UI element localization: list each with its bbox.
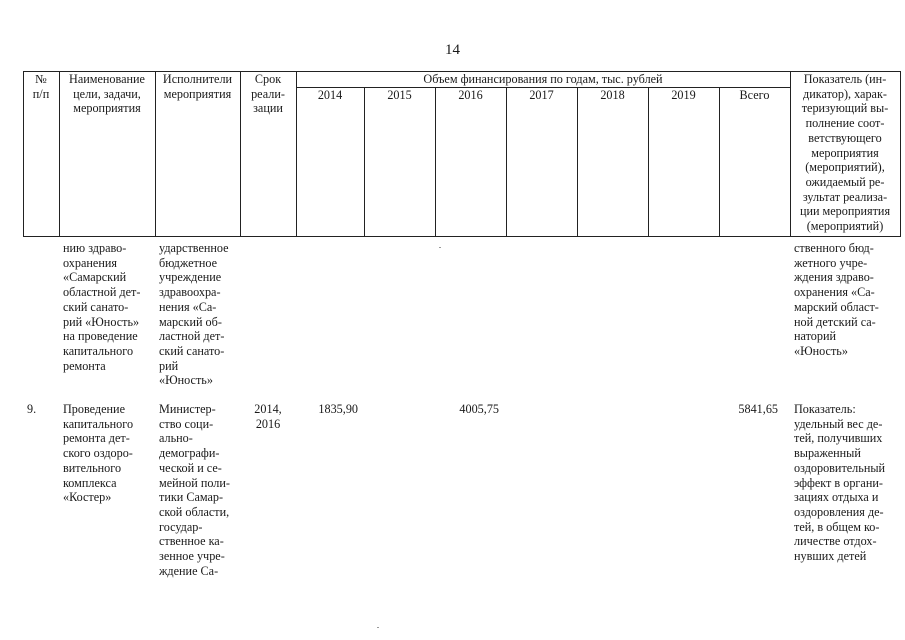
page-number: 14 xyxy=(445,42,460,58)
header-year-2014: 2014 xyxy=(317,88,343,102)
col-border-2018 xyxy=(648,87,649,236)
header-total: Всего xyxy=(739,88,770,102)
row9-executors-cell: Министер- ство соци- ально- демографи- ческой и се- мейной поли- тики Самар- ской области, государ- ственное ка- зенное учре- ждение Са- xyxy=(159,402,230,578)
header-year-2019: 2019 xyxy=(671,88,696,102)
col-border-2019 xyxy=(719,87,720,236)
header-no: № п/п xyxy=(32,72,50,101)
header-year-2016: 2016 xyxy=(458,88,483,102)
header-financing-title: Объем финансирования по годам, тыс. рублей xyxy=(423,72,663,86)
row9-term-cell: 2014, 2016 xyxy=(254,402,282,431)
continued-indicator-cell: ственного бюд- жетного учре- ждения здраво- охранения «Са- марский област- ной детский са- наторий «Юность» xyxy=(794,241,879,358)
row9-indicator-cell: Показатель: удельный вес де- тей, получивших выраженный оздоровительный эффект в органи- зациях отдыха и оздоровления де- тей, в общем ко- личестве отдох- нувших детей xyxy=(794,402,886,564)
row9-number: 9. xyxy=(27,402,37,416)
header-bottom-border xyxy=(23,236,901,237)
header-year-2017: 2017 xyxy=(529,88,554,102)
row9-name-cell: Проведение капитального ремонта дет- ского оздоро- вительного комплекса «Костер» xyxy=(63,402,134,505)
header-executors: Исполнители мероприятия xyxy=(162,72,233,101)
scan-speck xyxy=(439,247,441,248)
col-border-2014 xyxy=(364,87,365,236)
row9-amount-2014: 1835,90 xyxy=(318,402,358,416)
scan-speck xyxy=(377,627,379,628)
header-name: Наименование цели, задачи, мероприятия xyxy=(69,72,145,116)
col-border-2016 xyxy=(506,87,507,236)
col-border-2017 xyxy=(577,87,578,236)
row9-total: 5841,65 xyxy=(738,402,778,416)
continued-executors-cell: ударственное бюджетное учреждение здравоохра- нения «Са- марский об- ластной дет- ский санато- рий «Юность» xyxy=(159,241,229,388)
row9-amount-2016: 4005,75 xyxy=(459,402,499,416)
header-indicator: Показатель (ин- дикатор), харак- теризующий вы- полнение соот- ветствующего мероприятия (мероприятий), ожидаемый ре- зультат реализа- ции мероприятия (мероприятий) xyxy=(799,72,891,234)
col-border-2015 xyxy=(435,87,436,236)
col-border-right xyxy=(900,71,901,236)
header-year-2015: 2015 xyxy=(387,88,412,102)
header-term: Срок реали- зации xyxy=(251,72,285,116)
header-year-2018: 2018 xyxy=(600,88,625,102)
continued-name-cell: нию здраво- охранения «Самарский областной дет- ский санато- рий «Юность» на проведение капитального ремонта xyxy=(63,241,141,373)
